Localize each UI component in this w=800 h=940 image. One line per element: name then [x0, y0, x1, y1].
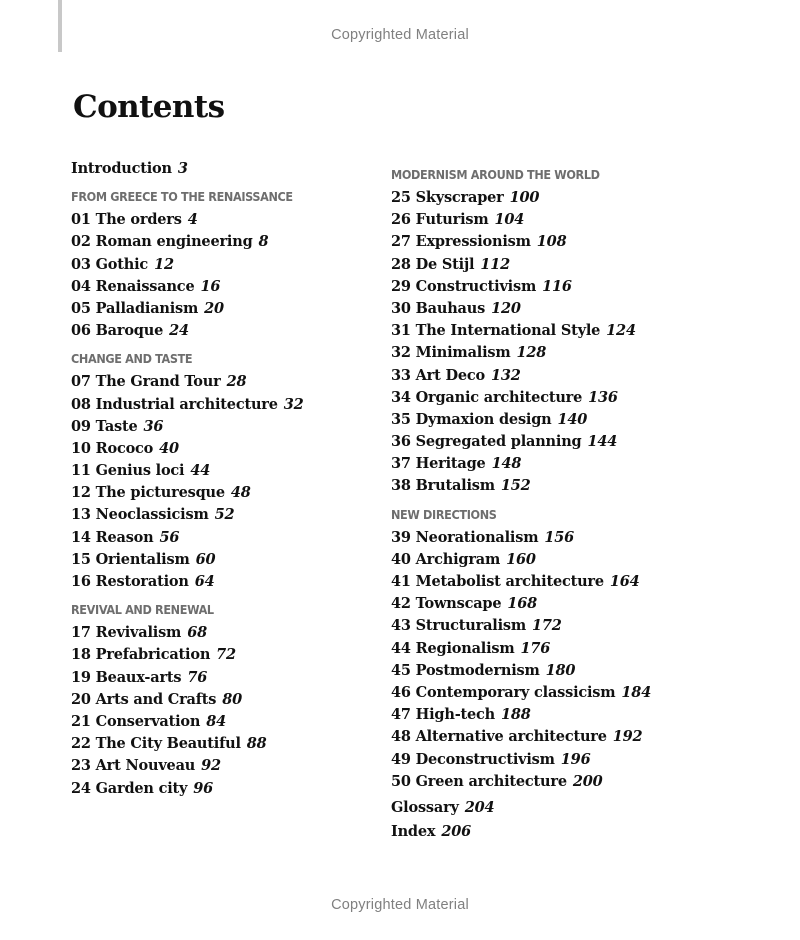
entry-label: 43 Structuralism: [391, 617, 527, 635]
entry-page: 48: [230, 484, 251, 502]
toc-backmatter: [391, 796, 761, 844]
entry-label: 03 Gothic: [71, 255, 149, 273]
toc-entry[interactable]: [391, 771, 761, 793]
entry-label: 14 Reason: [71, 528, 154, 546]
entry-page: 140: [557, 410, 588, 428]
toc-entry-introduction[interactable]: [71, 158, 371, 180]
entry-label: 49 Deconstructivism: [391, 750, 555, 768]
toc-entry[interactable]: [391, 660, 761, 682]
entry-page: 172: [532, 617, 562, 635]
entry-label: 30 Bauhaus: [391, 299, 486, 317]
section-heading: CHANGE AND TASTE: [71, 351, 193, 367]
toc-entry[interactable]: [391, 365, 761, 387]
entry-label: 35 Dymaxion design: [391, 410, 552, 428]
entry-page: 112: [480, 255, 510, 273]
page-edge-rule: [58, 0, 62, 52]
footer-copyright: Copyrighted Material: [331, 897, 469, 913]
entry-label: 16 Restoration: [71, 573, 189, 590]
toc-entry[interactable]: [391, 571, 761, 593]
toc-entry[interactable]: [391, 726, 761, 748]
entry-page: 20: [204, 299, 224, 317]
entry-label: 40 Archigram: [391, 550, 501, 568]
toc-entry[interactable]: [71, 667, 371, 689]
entry-page: 4: [187, 211, 198, 229]
entry-label: 05 Palladianism: [71, 299, 199, 317]
entry-page: 28: [226, 373, 247, 391]
entry-page: 164: [609, 573, 640, 590]
entry-page: 204: [464, 798, 495, 816]
entry-label: 11 Genius loci: [71, 462, 185, 480]
entry-label: 21 Conservation: [71, 712, 201, 730]
entry-page: 88: [246, 735, 267, 753]
entry-label: 09 Taste: [71, 417, 138, 435]
entry-page: 124: [606, 322, 636, 340]
entry-label: 32 Minimalism: [391, 344, 511, 362]
entry-label: 13 Neoclassicism: [71, 506, 209, 524]
toc-backmatter-entry[interactable]: [391, 796, 761, 820]
entry-page: 24: [169, 322, 189, 340]
entry-label: 01 The orders: [71, 211, 182, 229]
entry-page: 44: [190, 462, 211, 480]
toc-entry[interactable]: [71, 209, 371, 231]
toc-entry[interactable]: [391, 749, 761, 771]
entry-page: 168: [507, 595, 538, 613]
toc-right-column: [391, 158, 761, 844]
entry-label: 22 The City Beautiful: [71, 735, 241, 753]
entry-label: Glossary: [391, 798, 459, 816]
entry-page: 196: [560, 750, 591, 768]
toc-entry[interactable]: [391, 453, 761, 475]
toc-entry[interactable]: [391, 527, 761, 549]
toc-entry[interactable]: [71, 778, 371, 800]
entry-label: 28 De Stijl: [391, 255, 475, 273]
toc-entry[interactable]: [71, 320, 371, 342]
toc-backmatter-entry[interactable]: [391, 820, 761, 844]
toc-entry[interactable]: [71, 298, 371, 320]
entry-page: 180: [545, 661, 576, 679]
entry-label: 17 Revivalism: [71, 624, 182, 642]
toc-entry[interactable]: [391, 704, 761, 726]
toc-entry[interactable]: [71, 371, 371, 393]
entry-label: 33 Art Deco: [391, 366, 485, 384]
entry-page: 84: [206, 712, 227, 730]
entry-label: 34 Organic architecture: [391, 388, 583, 406]
entry-page: 156: [544, 528, 575, 546]
toc-entry[interactable]: [71, 622, 371, 644]
toc-entry[interactable]: [71, 527, 371, 549]
entry-label: 08 Industrial architecture: [71, 395, 278, 413]
entry-label: 06 Baroque: [71, 322, 164, 340]
entry-page: 96: [193, 779, 214, 797]
toc-entry[interactable]: [391, 298, 761, 320]
entry-label: 12 The picturesque: [71, 484, 225, 502]
page-title: Contents: [73, 89, 225, 125]
toc-entry[interactable]: [391, 475, 761, 497]
entry-page: 188: [501, 706, 531, 724]
toc-entry[interactable]: [391, 254, 761, 276]
entry-page: 40: [159, 439, 179, 457]
entry-page: 56: [159, 528, 180, 546]
entry-label: 25 Skyscraper: [391, 189, 504, 206]
entry-page: 32: [283, 395, 304, 413]
entry-page: 206: [441, 822, 472, 840]
entry-page: 148: [491, 455, 522, 473]
entry-page: 16: [200, 277, 221, 295]
entry-label: 02 Roman engineering: [71, 233, 253, 251]
toc-entry[interactable]: [71, 482, 371, 504]
entry-label: 38 Brutalism: [391, 477, 495, 495]
entry-page: 160: [506, 550, 536, 568]
entry-label: 27 Expressionism: [391, 233, 531, 251]
entry-page: 52: [214, 506, 235, 524]
entry-page: 108: [536, 233, 567, 251]
entry-label: 15 Orientalism: [71, 550, 190, 568]
entry-label: 31 The International Style: [391, 322, 601, 340]
toc-entry[interactable]: [71, 755, 371, 777]
entry-page: 136: [588, 388, 618, 406]
entry-label: 18 Prefabrication: [71, 646, 211, 664]
entry-page: 200: [572, 772, 603, 790]
entry-label: Introduction: [71, 160, 172, 177]
toc-entry[interactable]: [391, 276, 761, 298]
entry-label: 19 Beaux-arts: [71, 668, 182, 686]
entry-label: 37 Heritage: [391, 455, 486, 473]
toc-entry[interactable]: [71, 711, 371, 733]
entry-page: 68: [187, 624, 207, 642]
entry-label: 04 Renaissance: [71, 277, 195, 295]
entry-page: 60: [195, 550, 216, 568]
toc-entry[interactable]: [391, 209, 761, 231]
toc-entry[interactable]: [71, 438, 371, 460]
entry-label: 10 Rococo: [71, 439, 154, 457]
toc-entry[interactable]: [71, 571, 371, 593]
toc-entry[interactable]: [71, 549, 371, 571]
entry-page: 128: [516, 344, 547, 362]
toc-entry[interactable]: [71, 733, 371, 755]
header-copyright: Copyrighted Material: [331, 27, 469, 43]
entry-label: 20 Arts and Crafts: [71, 690, 217, 708]
entry-page: 104: [494, 211, 525, 229]
entry-page: 64: [194, 573, 215, 590]
entry-label: 36 Segregated planning: [391, 433, 582, 451]
toc-entry[interactable]: [71, 394, 371, 416]
toc-entry[interactable]: [391, 342, 761, 364]
entry-page: 100: [509, 189, 540, 206]
entry-page: 184: [621, 683, 652, 701]
entry-label: 45 Postmodernism: [391, 661, 540, 679]
toc-entry[interactable]: [391, 187, 761, 209]
toc-entry[interactable]: [71, 504, 371, 526]
entry-page: 152: [500, 477, 531, 495]
section-heading: FROM GREECE TO THE RENAISSANCE: [71, 189, 293, 205]
entry-page: 132: [490, 366, 521, 384]
entry-label: 46 Contemporary classicism: [391, 683, 616, 701]
section-heading: REVIVAL AND RENEWAL: [71, 602, 214, 618]
entry-page: 144: [587, 433, 618, 451]
toc-entry[interactable]: [391, 231, 761, 253]
entry-label: 26 Futurism: [391, 211, 489, 229]
entry-label: 44 Regionalism: [391, 639, 515, 657]
toc-entry[interactable]: [71, 644, 371, 666]
entry-label: 07 The Grand Tour: [71, 373, 221, 391]
entry-page: 192: [612, 728, 643, 746]
toc-entry[interactable]: [71, 231, 371, 253]
toc-entry[interactable]: [391, 638, 761, 660]
toc-entry[interactable]: [71, 254, 371, 276]
entry-page: 3: [177, 160, 188, 177]
entry-label: Index: [391, 822, 436, 840]
entry-label: 48 Alternative architecture: [391, 728, 607, 746]
entry-label: 41 Metabolist architecture: [391, 573, 604, 590]
toc-entry[interactable]: [71, 276, 371, 298]
entry-label: 23 Art Nouveau: [71, 757, 196, 775]
toc-entry[interactable]: [391, 431, 761, 453]
entry-label: 29 Constructivism: [391, 277, 537, 295]
entry-page: 8: [258, 233, 269, 251]
entry-page: 116: [542, 277, 572, 295]
toc-entry[interactable]: [391, 549, 761, 571]
entry-label: 24 Garden city: [71, 779, 188, 797]
entry-page: 72: [216, 646, 236, 664]
toc-left-column: [71, 158, 371, 800]
entry-label: 47 High-tech: [391, 706, 496, 724]
entry-page: 80: [222, 690, 243, 708]
entry-page: 92: [201, 757, 221, 775]
entry-label: 50 Green architecture: [391, 772, 567, 790]
toc-entry[interactable]: [391, 409, 761, 431]
toc-entry[interactable]: [391, 387, 761, 409]
section-heading: NEW DIRECTIONS: [391, 506, 497, 522]
toc-entry[interactable]: [391, 615, 761, 637]
entry-label: 42 Townscape: [391, 595, 502, 613]
entry-page: 36: [143, 417, 164, 435]
toc-entry[interactable]: [71, 689, 371, 711]
entry-page: 120: [491, 299, 521, 317]
entry-label: 39 Neorationalism: [391, 528, 539, 546]
toc-entry[interactable]: [391, 593, 761, 615]
entry-page: 76: [187, 668, 208, 686]
toc-entry[interactable]: [71, 460, 371, 482]
toc-entry[interactable]: [391, 682, 761, 704]
entry-page: 176: [520, 639, 551, 657]
toc-entry[interactable]: [391, 320, 761, 342]
toc-entry[interactable]: [71, 416, 371, 438]
section-heading: MODERNISM AROUND THE WORLD: [391, 167, 600, 182]
entry-page: 12: [154, 255, 174, 273]
